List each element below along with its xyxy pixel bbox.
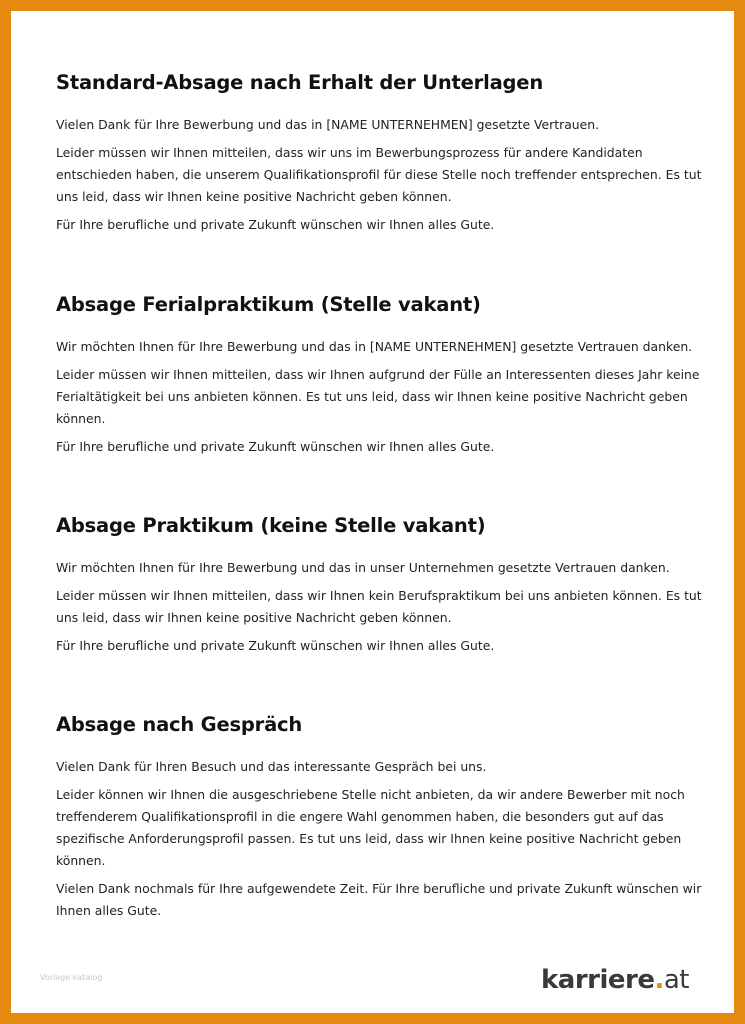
paragraph: Für Ihre berufliche und private Zukunft wünschen wir Ihnen alles Gute. (56, 439, 495, 454)
paragraph: Leider müssen wir Ihnen mitteilen, dass wir Ihnen aufgrund der Fülle an Interessenten dieses Jahr keine Ferialtätigkeit bei uns anbieten können. Es tut uns leid, dass wir Ihnen keine positive Nachricht geben können. (56, 367, 700, 426)
section-heading: Absage Ferialpraktikum (Stelle vakant) (56, 293, 481, 316)
paragraph: Vielen Dank nochmals für Ihre aufgewendete Zeit. Für Ihre berufliche und private Zukunft wünschen wir Ihnen alles Gute. (56, 881, 702, 918)
paragraph: Leider müssen wir Ihnen mitteilen, dass wir Ihnen kein Berufspraktikum bei uns anbieten können. Es tut uns leid, dass wir Ihnen keine positive Nachricht geben können. (56, 588, 702, 625)
logo-main: karriere (540, 965, 655, 995)
section-heading: Absage nach Gespräch (56, 713, 303, 736)
paragraph: Für Ihre berufliche und private Zukunft wünschen wir Ihnen alles Gute. (56, 638, 495, 653)
paragraph: Vielen Dank für Ihren Besuch und das interessante Gespräch bei uns. (56, 759, 487, 774)
karriere-logo (541, 965, 689, 995)
section-absage-ferialpraktikum (56, 293, 706, 464)
section-heading: Standard-Absage nach Erhalt der Unterlagen (56, 71, 544, 94)
section-absage-praktikum (56, 514, 706, 663)
paragraph: Wir möchten Ihnen für Ihre Bewerbung und das in unser Unternehmen gesetzte Vertrauen danken. (56, 560, 670, 575)
paragraph: Vielen Dank für Ihre Bewerbung und das in [NAME UNTERNEHMEN] gesetzte Vertrauen. (56, 117, 600, 132)
logo-dot: . (654, 965, 664, 995)
paragraph: Wir möchten Ihnen für Ihre Bewerbung und das in [NAME UNTERNEHMEN] gesetzte Vertrauen danken. (56, 339, 693, 354)
paragraph: Leider können wir Ihnen die ausgeschriebene Stelle nicht anbieten, da wir andere Bewerber mit noch treffenderem Qualifikationsprofil in die engere Wahl genommen haben, die besonders gut auf das spezifische Anforderungsprofil passen. Es tut uns leid, dass wir Ihnen keine positive Nachricht geben können. (56, 787, 685, 868)
section-absage-nach-gespraech (56, 713, 706, 928)
section-standard-absage (56, 71, 706, 242)
document-page (11, 11, 734, 1013)
paragraph: Leider müssen wir Ihnen mitteilen, dass wir uns im Bewerbungsprozess für andere Kandidaten entschieden haben, die unserem Qualifikationsprofil für diese Stelle noch treffender entsprechen. Es tut uns leid, dass wir Ihnen keine positive Nachricht geben können. (56, 145, 702, 204)
section-heading: Absage Praktikum (keine Stelle vakant) (56, 514, 486, 537)
logo-tld: at (663, 965, 689, 995)
paragraph: Für Ihre berufliche und private Zukunft wünschen wir Ihnen alles Gute. (56, 217, 495, 232)
watermark-text: Vorlage katalog (40, 973, 103, 982)
